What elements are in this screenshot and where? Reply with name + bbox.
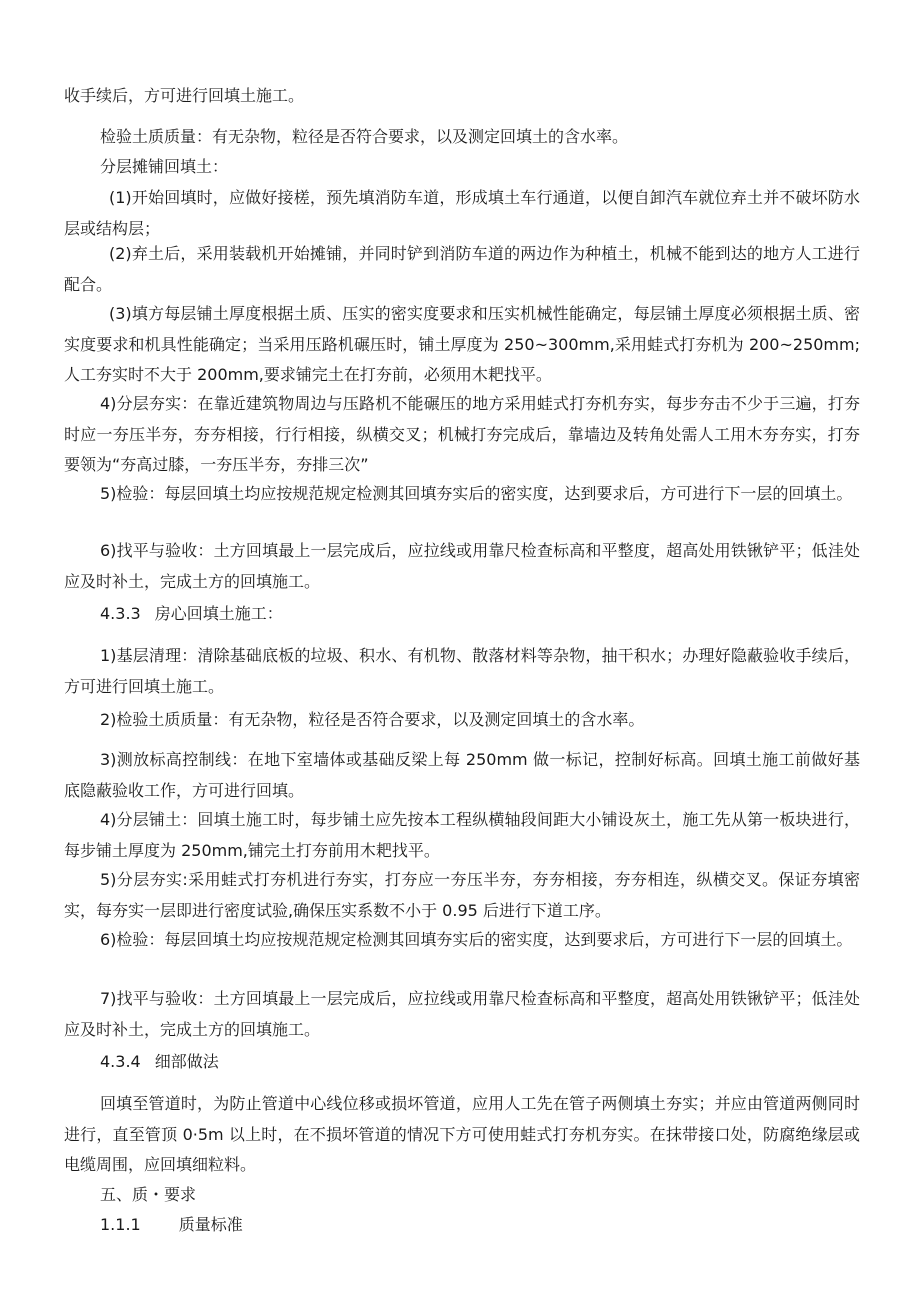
paragraph: 4)分层夯实：在靠近建筑物周边与压路机不能碾压的地方采用蛙式打夯机夯实，每步夯击不少于三遍，打夯时应一夯压半夯，夯夯相接，行行相接，纵横交叉；机械打夯完成后，靠墙边及转角处需人工用木夯夯实，打夯要领为“夯高过膝，一夯压半夯，夯排三次” (64, 394, 860, 474)
paragraph: (3)填方每层铺土厚度根据土质、压实的密实度要求和压实机械性能确定，每层铺土厚度必须根据土质、密实度要求和机具性能确定；当采用压路机碾压时，铺土厚度为 250~300mm,采用蛙式打夯机为 200~250mm;人工夯实时不大于 200mm,要求铺完土在打夯前，必须用木耙找平。 (64, 304, 860, 384)
paragraph: 5)分层夯实:采用蛙式打夯机进行夯实，打夯应一夯压半夯，夯夯相接，夯夯相连，纵横交叉。保证夯填密实，每夯实一层即进行密度试验,确保压实系数不小于 0.95 后进行下道工序。 (64, 870, 860, 920)
paragraph: 分层摊铺回填土： (100, 157, 229, 176)
paragraph: 检验土质质量：有无杂物，粒径是否符合要求，以及测定回填土的含水率。 (100, 127, 629, 146)
section-title: 细部做法 (154, 1052, 219, 1071)
section-number: 4.3.3 (100, 604, 141, 623)
section-number: 4.3.4 (100, 1052, 141, 1071)
paragraph: 6)检验：每层回填土均应按规范规定检测其回填夯实后的密实度，达到要求后，方可进行下一层的回填土。 (100, 930, 853, 949)
paragraph: (2)弃土后，采用装载机开始摊铺，并同时铲到消防车道的两边作为种植土，机械不能到达的地方人工进行配合。 (64, 244, 860, 294)
section-heading-4-3-4 (100, 1047, 219, 1077)
section-title: 质量标准 (178, 1215, 243, 1234)
paragraph: 6)找平与验收：土方回填最上一层完成后，应拉线或用靠尺检查标高和平整度，超高处用铁锹铲平；低洼处应及时补土，完成土方的回填施工。 (64, 541, 860, 591)
section-heading-4-3-3 (100, 599, 283, 629)
section-heading-1-1-1 (100, 1210, 243, 1240)
section-title: 房心回填土施工： (154, 604, 283, 623)
paragraph: 回填至管道时，为防止管道中心线位移或损坏管道，应用人工先在管子两侧填土夯实；并应由管道两侧同时进行，直至管顶 0·5m 以上时，在不损坏管道的情况下方可使用蛙式打夯机夯实。在抹带接口处，防腐绝缘层或电缆周围，应回填细粒料。 (64, 1094, 860, 1174)
section-number: 1.1.1 (100, 1215, 141, 1234)
paragraph: 1)基层清理：清除基础底板的垃圾、积水、有机物、散落材料等杂物，抽干积水；办理好隐蔽验收手续后，方可进行回填土施工。 (64, 646, 860, 696)
paragraph: 5)检验：每层回填土均应按规范规定检测其回填夯实后的密实度，达到要求后，方可进行下一层的回填土。 (100, 484, 853, 503)
paragraph: 收手续后，方可进行回填土施工。 (64, 86, 305, 105)
paragraph: 4)分层铺土：回填土施工时，每步铺土应先按本工程纵横轴段间距大小铺设灰土，施工先从第一板块进行，每步铺土厚度为 250mm,铺完土打夯前用木耙找平。 (64, 810, 860, 860)
paragraph: 3)测放标高控制线：在地下室墙体或基础反梁上每 250mm 做一标记，控制好标高。回填土施工前做好基底隐蔽验收工作，方可进行回填。 (64, 750, 860, 800)
paragraph: (1)开始回填时，应做好接槎，预先填消防车道，形成填土车行通道，以便自卸汽车就位弃土并不破坏防水层或结构层； (64, 188, 860, 238)
paragraph: 2)检验土质质量：有无杂物，粒径是否符合要求，以及测定回填土的含水率。 (100, 710, 645, 729)
paragraph: 7)找平与验收：土方回填最上一层完成后，应拉线或用靠尺检查标高和平整度，超高处用铁锹铲平；低洼处应及时补土，完成土方的回填施工。 (64, 989, 860, 1039)
section-heading-five: 五、质・要求 (100, 1185, 197, 1204)
